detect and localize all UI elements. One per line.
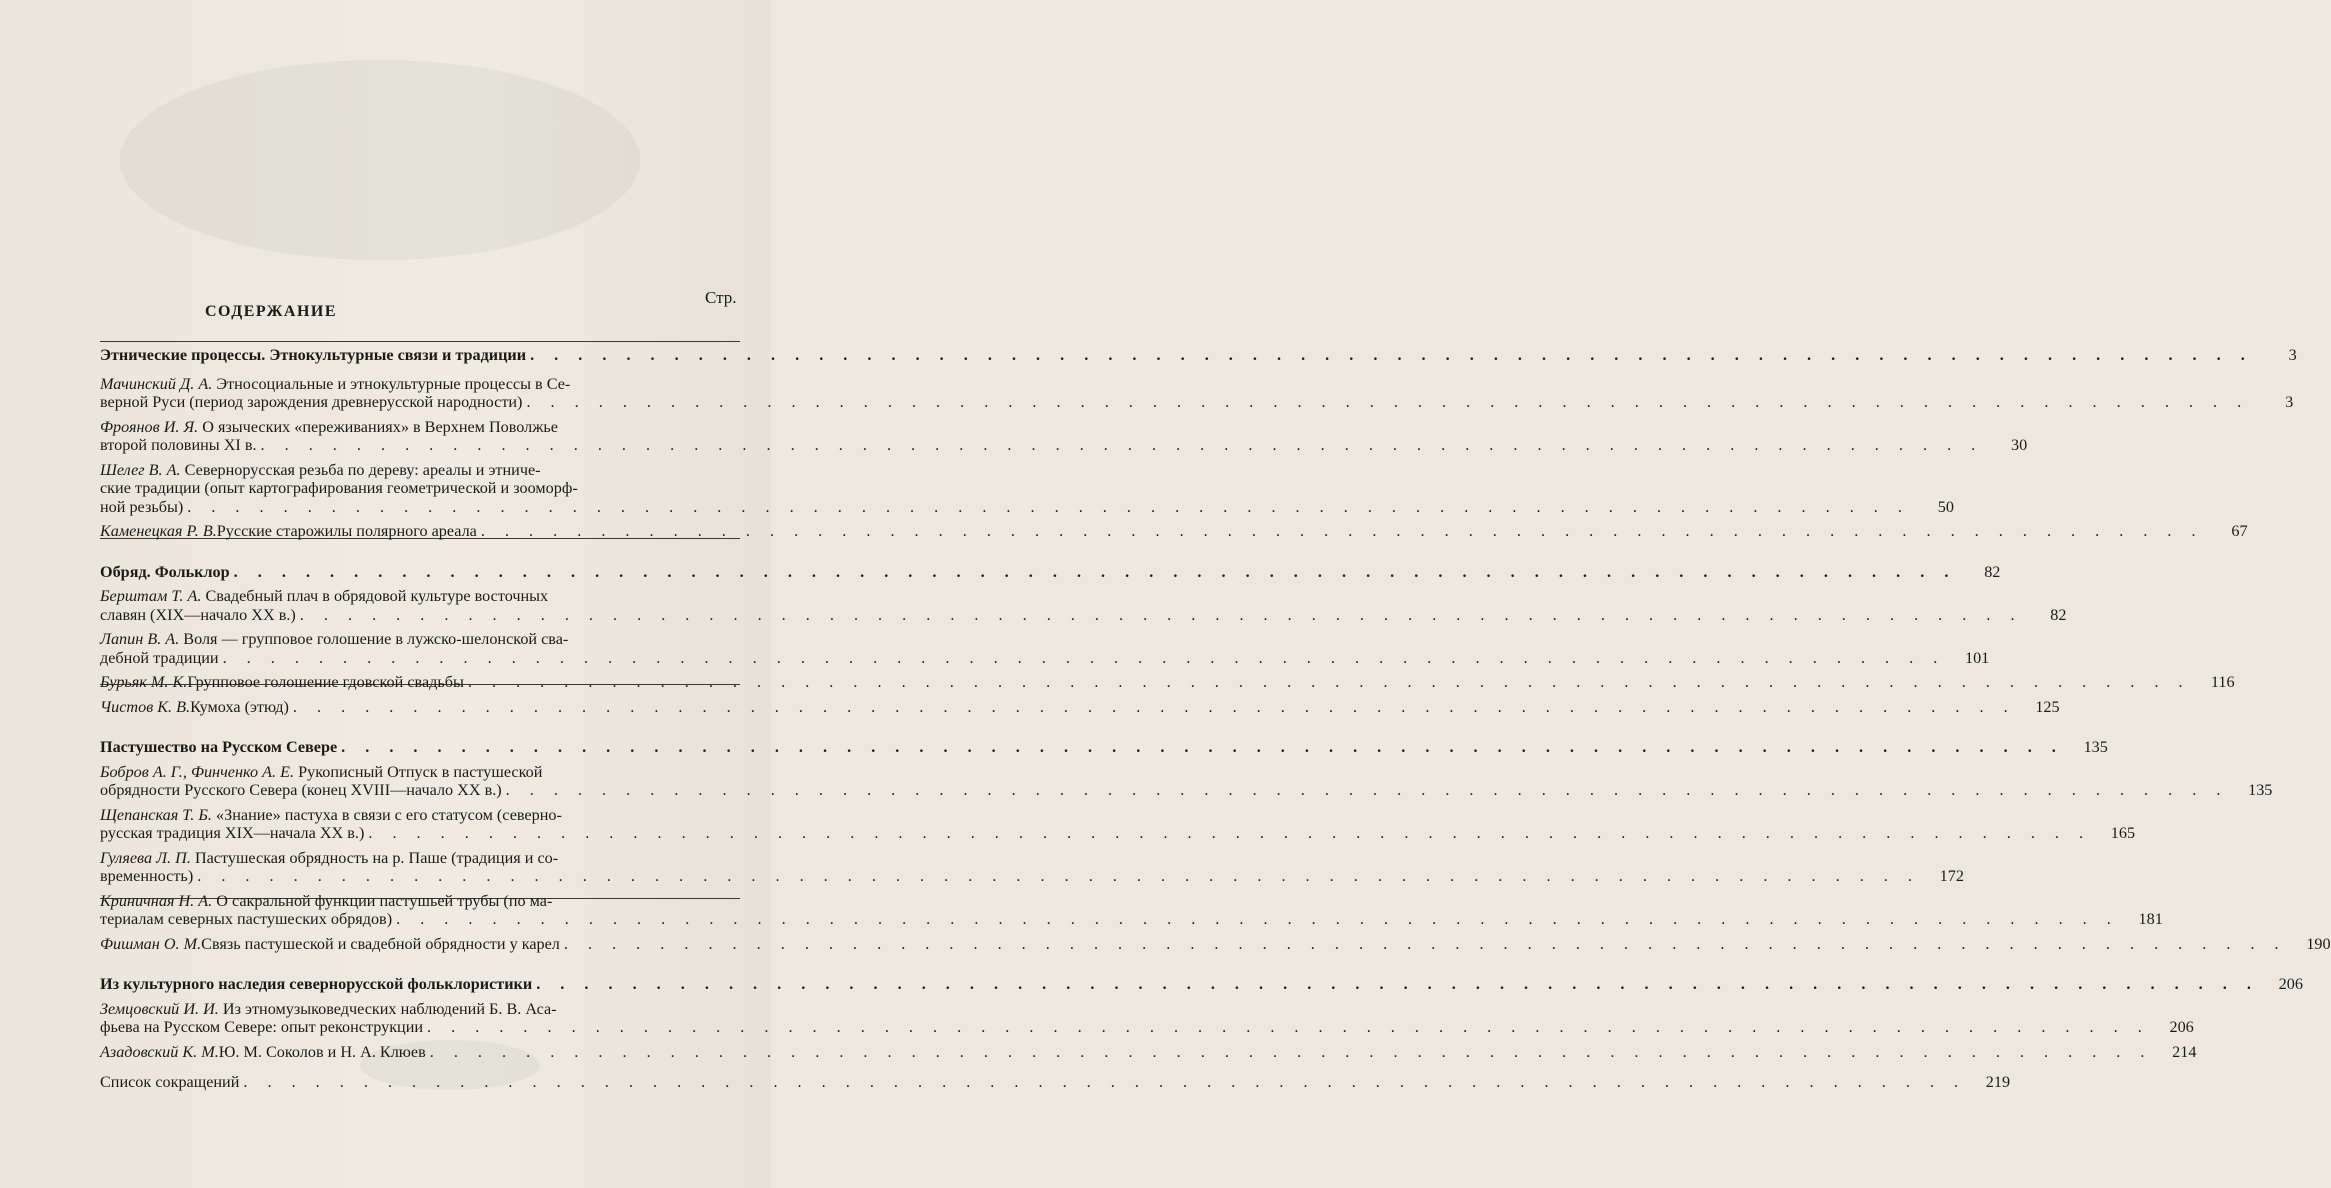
toc-entry[interactable] [100,934,2331,954]
toc-entry[interactable] [100,1042,2197,1062]
entry-title-line: обрядности Русского Севера (конец XVIII—начало XX в.) [100,781,502,799]
leader-dots: . . . . . . . . . . . . . . . . . . . . . . . . . . . . . . . . . . . . . . . . . . . . . . . . . . . . . . . . . . . . . . . . . . . . . . . . [536,975,2259,993]
leader-dots: . . . . . . . . . . . . . . . . . . . . . . . . . . . . . . . . . . . . . . . . . . . . . . . . . . . . . . . . . . . . . . . . . . . . . . . . [526,393,2250,411]
entry-title-line: Воля — групповое голошение в лужско-шелонской сва- [183,630,569,648]
entry-author: Фроянов И. Я. [100,417,203,436]
leader-dots: . . . . . . . . . . . . . . . . . . . . . . . . . . . . . . . . . . . . . . . . . . . . . . . . . . . . . . . . . . . . . . . . . . . . . . . . [368,824,2092,842]
page-title: СОДЕРЖАНИЕ [205,303,338,320]
page-number: 190 [2306,934,2331,953]
toc-line [100,824,2136,843]
toc-line [100,910,2163,929]
toc-line [100,697,2060,717]
section-title: Обряд. Фольклор [100,562,230,581]
toc-line [100,781,2273,800]
leader-dots: . . . . . . . . . . . . . . . . . . . . . . . . . . . . . . . . . . . . . . . . . . . . . . . . . . . . . . . . . . . . . . . . . . . . . . . . [299,605,2023,624]
entry-author: Мачинский Д. А. [100,374,217,393]
entry-author: Каменецкая Р. В. [100,522,217,540]
entry-title-line: О языческих «переживаниях» в Верхнем Поволжье [202,417,558,436]
toc-line [100,605,2067,625]
entry-author: Фишман О. М. [100,934,202,953]
page-number: 116 [2210,673,2235,691]
toc-line [100,346,2297,365]
toc-line [100,1018,2194,1037]
entry-author: Чистов К. В. [100,697,191,716]
page-number: 67 [2231,522,2248,540]
toc-line [100,738,2108,757]
page-number: 82 [1984,562,2001,581]
toc-entry[interactable] [100,587,2067,624]
bleed-through-text [120,60,640,260]
toc-entry[interactable] [100,762,2273,800]
toc-abbreviations[interactable] [100,1073,2011,1092]
toc-line [100,648,1990,668]
toc-line [100,934,2331,954]
toc-line [100,892,695,911]
entry-title-line: О сакральной функции пастушьей трубы (по ма- [216,891,553,910]
toc-section-heading[interactable] [100,975,2303,994]
leader-dots: . . . . . . . . . . . . . . . . . . . . . . . . . . . . . . . . . . . . . . . . . . . . . . . . . . . . . . . . . . . . . . . . . . . . . . . . [341,738,2064,756]
toc-line [100,375,695,394]
entry-title-line: ной резьбы) [100,497,184,516]
entry-title-line: дебной традиции [100,648,219,667]
toc-line [100,587,695,606]
abbreviations-title: Список сокращений [100,1073,240,1091]
page-number: 214 [2172,1042,2197,1061]
page-number: 165 [2110,824,2136,842]
toc-line [100,497,1954,517]
entry-author: Щепанская Т. Б. [100,805,217,824]
page-column-label: Стр. [705,288,737,307]
leader-dots: . . . . . . . . . . . . . . . . . . . . . . . . . . . . . . . . . . . . . . . . . . . . . . . . . . . . . . . . . . . . . . . . . . . . . . . . [197,867,1920,885]
leader-dots: . . . . . . . . . . . . . . . . . . . . . . . . . . . . . . . . . . . . . . . . . . . . . . . . . . . . . . . . . . . . . . . . . . . . . . . . [233,562,1957,581]
toc-line [100,1042,2197,1062]
entry-author: Бурьяк М. К. [100,673,188,691]
entry-title-line: славян (XIX—начало XX в.) [100,605,296,624]
leader-dots: . . . . . . . . . . . . . . . . . . . . . . . . . . . . . . . . . . . . . . . . . . . . . . . . . . . . . . . . . . . . . . . . . . . . . . . . [292,697,2016,716]
page-number: 135 [2083,738,2108,756]
toc-entry[interactable] [100,374,2294,412]
leader-dots: . . . . . . . . . . . . . . . . . . . . . . . . . . . . . . . . . . . . . . . . . . . . . . . . . . . . . . . . . . . . . . . . . . . . . . . . [480,522,2204,540]
entry-title-line: Пастушеская обрядность на р. Паше (традиция и со- [194,848,559,867]
entry-title-line: временность) [100,867,194,885]
page-number: 206 [2278,975,2303,993]
page-number: 82 [2050,605,2067,624]
toc-entry[interactable] [100,522,2248,541]
entry-title-line: ские традиции (опыт картографирования геометрической и зооморф- [100,479,578,497]
entry-author: Шелег В. А. [100,460,185,479]
toc-line [100,673,2235,692]
page-number: 172 [1939,867,1964,885]
toc-line [100,436,2028,455]
leader-dots: . . . . . . . . . . . . . . . . . . . . . . . . . . . . . . . . . . . . . . . . . . . . . . . . . . . . . . . . . . . . . . . . . . . . . . . . [222,648,1946,667]
entry-title-line: Рукописный Отпуск в пастушеской [298,762,543,781]
entry-title-line: фьева на Русском Севере: опыт реконструкции [100,1018,424,1036]
entry-title-line: второй половины XI в. [100,436,257,454]
toc-line [100,975,2303,994]
table-of-contents [100,346,2331,1098]
section-title: Пастушество на Русском Севере [100,738,338,756]
toc-line [100,630,695,649]
toc-line [100,393,2294,412]
toc-entry[interactable] [100,891,2163,929]
toc-entry[interactable] [100,805,2136,843]
leader-dots: . . . . . . . . . . . . . . . . . . . . . . . . . . . . . . . . . . . . . . . . . . . . . . . . . . . . . . . . . . . . . . . . . . . . . . . . [467,673,2191,691]
entry-title-line: русская традиция XIX—начала XX в.) [100,824,365,842]
entry-author: Азадовский К. М. [100,1042,219,1061]
entry-title-line: Связь пастушеской и свадебной обрядности у карел [201,934,560,953]
page-number: 135 [2248,781,2273,799]
toc-entry[interactable] [100,697,2060,717]
toc-line [100,867,1964,886]
entry-author: Лапин В. А. [100,630,184,648]
toc-line [100,522,2248,541]
leader-dots: . . . . . . . . . . . . . . . . . . . . . . . . . . . . . . . . . . . . . . . . . . . . . . . . . . . . . . . . . . . . . . . . . . . . . . . . [563,934,2287,953]
entry-title-line: верной Руси (период зарождения древнерусской народности) [100,393,523,411]
toc-entry[interactable] [100,630,1990,667]
toc-entry[interactable] [100,673,2235,692]
leader-dots: . . . . . . . . . . . . . . . . . . . . . . . . . . . . . . . . . . . . . . . . . . . . . . . . . . . . . . . . . . . . . . . . . . . . . . . . [396,910,2119,928]
page-number: 181 [2138,910,2163,928]
toc-line [100,763,695,782]
entry-author: Бобров А. Г., Финченко А. Е. [100,762,299,781]
entry-title-line: Кумоха (этюд) [190,697,289,716]
leader-dots: . . . . . . . . . . . . . . . . . . . . . . . . . . . . . . . . . . . . . . . . . . . . . . . . . . . . . . . . . . . . . . . . . . . . . . . . [260,436,1984,454]
leader-dots: . . . . . . . . . . . . . . . . . . . . . . . . . . . . . . . . . . . . . . . . . . . . . . . . . . . . . . . . . . . . . . . . . . . . . . . . [243,1073,1967,1091]
entry-author: Криничная Н. А. [100,891,217,910]
section-title: Этнические процессы. Этнокультурные связи и традиции [100,346,527,364]
toc-line [100,806,695,825]
entry-author: Берштам Т. А. [100,587,206,605]
entry-title-line: Свадебный плач в обрядовой культуре восточных [205,587,549,605]
entry-author: Земцовский И. И. [100,999,223,1018]
toc-entry[interactable] [100,999,2194,1037]
entry-title-line: Севернорусская резьба по дереву: ареалы и этниче- [184,460,541,479]
page-number: 219 [1985,1073,2011,1091]
leader-dots: . . . . . . . . . . . . . . . . . . . . . . . . . . . . . . . . . . . . . . . . . . . . . . . . . . . . . . . . . . . . . . . . . . . . . . . . [505,781,2229,799]
toc-line [100,849,695,868]
toc-section-heading[interactable] [100,562,2001,582]
toc-line [100,418,695,437]
entry-title-line: Русские старожилы полярного ареала [216,522,477,540]
toc-line [100,1073,2011,1092]
toc-entry[interactable] [100,848,1964,886]
entry-title-line: Этносоциальные и этнокультурные процессы в Се- [216,374,571,393]
toc-line [100,562,2001,582]
page-number: 3 [2288,346,2297,364]
toc-line [100,479,695,498]
entry-title-line: «Знание» пастуха в связи с его статусом (северно- [216,805,562,824]
entry-title-line: Из этномузыковедческих наблюдений Б. В. Аса- [222,999,557,1018]
toc-line [100,1000,695,1019]
toc-line [100,461,695,480]
toc-entry[interactable] [100,460,1954,517]
section-title: Из культурного наследия севернорусской фольклористики [100,975,533,993]
section-divider [100,341,740,342]
entry-title-line: Групповое голошение гдовской свадьбы [187,673,464,691]
leader-dots: . . . . . . . . . . . . . . . . . . . . . . . . . . . . . . . . . . . . . . . . . . . . . . . . . . . . . . . . . . . . . . . . . . . . . . . . [187,497,1910,516]
entry-title-line: Ю. М. Соколов и Н. А. Клюев [218,1042,426,1061]
page-number: 50 [1937,497,1954,516]
leader-dots: . . . . . . . . . . . . . . . . . . . . . . . . . . . . . . . . . . . . . . . . . . . . . . . . . . . . . . . . . . . . . . . . . . . . . . . . [427,1018,2150,1036]
toc-entry[interactable] [100,417,2028,455]
page-number: 125 [2035,697,2060,716]
toc-section-heading[interactable] [100,738,2108,757]
page-number: 101 [1964,648,1990,667]
toc-section-heading[interactable] [100,346,2297,365]
leader-dots: . . . . . . . . . . . . . . . . . . . . . . . . . . . . . . . . . . . . . . . . . . . . . . . . . . . . . . . . . . . . . . . . . . . . . . . . [429,1042,2153,1061]
entry-title-line: териалам северных пастушеских обрядов) [100,910,393,928]
page-number: 3 [2285,393,2294,411]
entry-author: Гуляева Л. П. [100,848,195,867]
page-number: 206 [2169,1018,2194,1036]
leader-dots: . . . . . . . . . . . . . . . . . . . . . . . . . . . . . . . . . . . . . . . . . . . . . . . . . . . . . . . . . . . . . . . . . . . . . . . . [530,346,2253,364]
page-number: 30 [2011,436,2028,454]
